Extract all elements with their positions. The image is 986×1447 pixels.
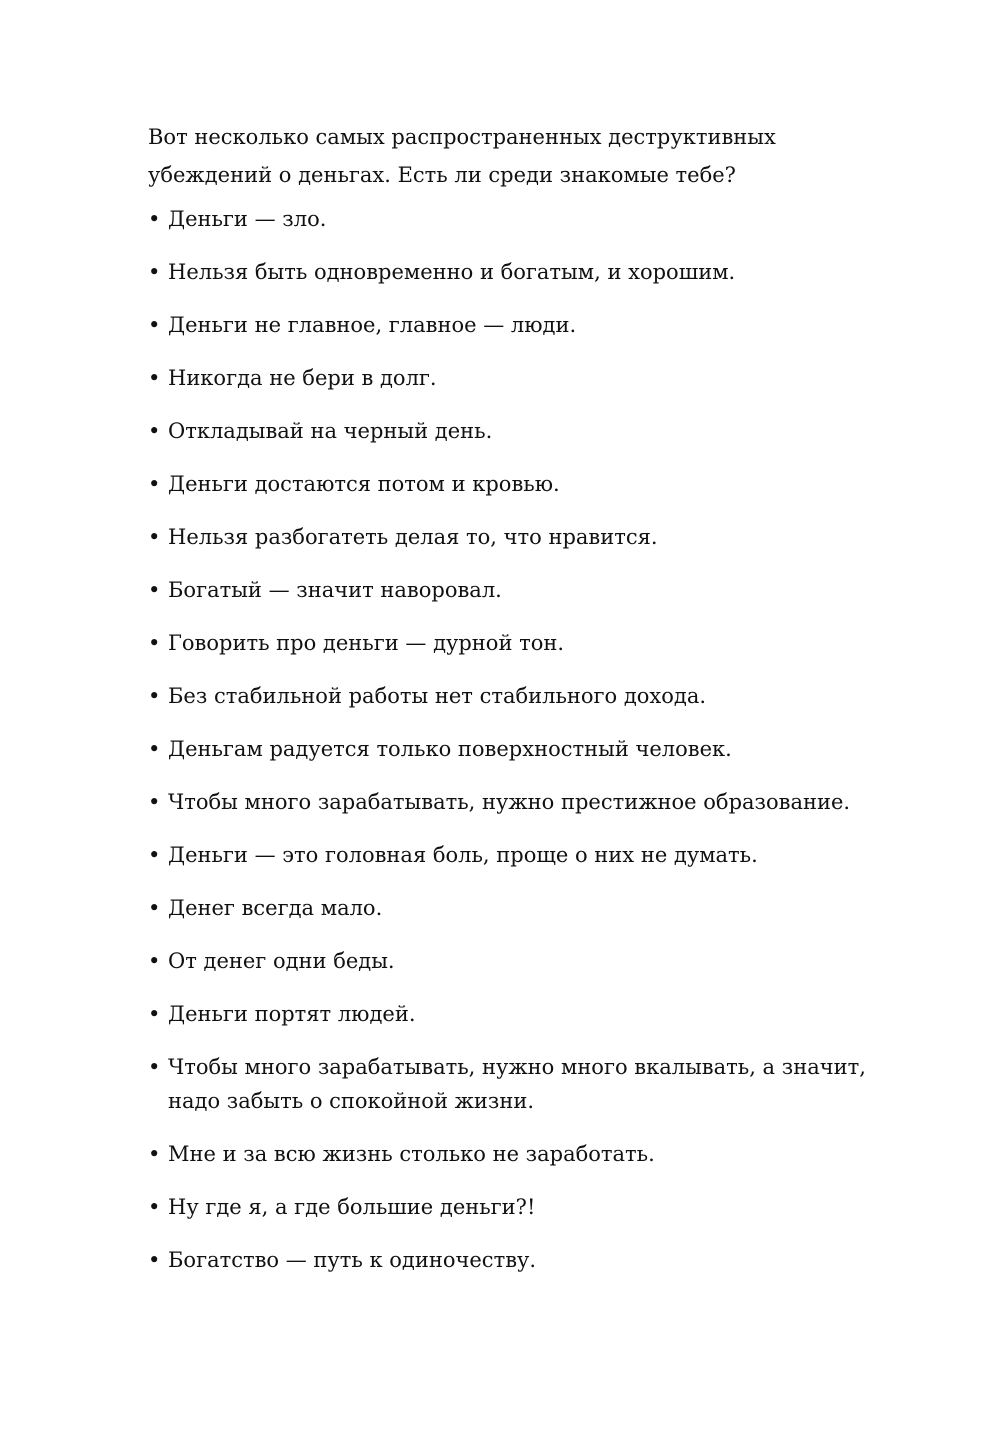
bullet: •	[148, 684, 161, 708]
bullet: •	[148, 260, 161, 284]
belief-text: От денег одни беды.	[168, 949, 395, 973]
intro-paragraph: Вот несколько самых распространенных деструктивных убеждений о деньгах. Есть ли среди знакомые тебе?	[148, 125, 776, 187]
bullet: •	[148, 1142, 161, 1166]
bullet: •	[148, 1248, 161, 1272]
list-item	[148, 1190, 878, 1224]
belief-text: Богатый — значит наворовал.	[168, 578, 502, 602]
bullet: •	[148, 790, 161, 814]
list-item	[148, 467, 878, 501]
bullet: •	[148, 366, 161, 390]
list-item	[148, 414, 878, 448]
belief-text: Деньги достаются потом и кровью.	[168, 472, 560, 496]
list-item	[148, 1050, 878, 1118]
bullet: •	[148, 843, 161, 867]
belief-text: Нельзя разбогатеть делая то, что нравится.	[168, 525, 658, 549]
belief-text: Деньги — это головная боль, проще о них не думать.	[168, 843, 758, 867]
belief-text: Нельзя быть одновременно и богатым, и хорошим.	[168, 260, 736, 284]
bullet: •	[148, 1055, 161, 1079]
list-item	[148, 838, 878, 872]
belief-text: Богатство — путь к одиночеству.	[168, 1248, 537, 1272]
list-item	[148, 785, 878, 819]
bullet: •	[148, 1002, 161, 1026]
belief-text: Денег всегда мало.	[168, 896, 383, 920]
belief-text: Деньгам радуется только поверхностный человек.	[168, 737, 732, 761]
bullet: •	[148, 896, 161, 920]
list-item	[148, 573, 878, 607]
list-item	[148, 1137, 878, 1171]
bullet: •	[148, 578, 161, 602]
bullet: •	[148, 631, 161, 655]
belief-text: Чтобы много зарабатывать, нужно много вкалывать, а значит, надо забыть о спокойной жизни.	[168, 1055, 866, 1113]
list-item	[148, 361, 878, 395]
belief-text: Деньги — зло.	[168, 207, 327, 231]
list-item	[148, 308, 878, 342]
bullet: •	[148, 949, 161, 973]
bullet: •	[148, 207, 161, 231]
list-item	[148, 520, 878, 554]
belief-text: Мне и за всю жизнь столько не заработать.	[168, 1142, 655, 1166]
bullet: •	[148, 1195, 161, 1219]
bullet: •	[148, 313, 161, 337]
belief-text: Говорить про деньги — дурной тон.	[168, 631, 565, 655]
belief-text: Откладывай на черный день.	[168, 419, 493, 443]
bullet: •	[148, 419, 161, 443]
list-item	[148, 732, 878, 766]
bullet: •	[148, 525, 161, 549]
list-item	[148, 944, 878, 978]
list-item	[148, 891, 878, 925]
list-item	[148, 997, 878, 1031]
belief-text: Без стабильной работы нет стабильного дохода.	[168, 684, 707, 708]
list-item	[148, 1243, 878, 1277]
document-page	[148, 118, 878, 1296]
list-item	[148, 202, 878, 236]
belief-text: Никогда не бери в долг.	[168, 366, 437, 390]
bullet: •	[148, 737, 161, 761]
belief-text: Ну где я, а где большие деньги?!	[168, 1195, 536, 1219]
list-item	[148, 255, 878, 289]
list-item	[148, 626, 878, 660]
belief-text: Деньги портят людей.	[168, 1002, 416, 1026]
beliefs-list	[148, 202, 878, 1277]
belief-text: Чтобы много зарабатывать, нужно престижное образование.	[168, 790, 851, 814]
bullet: •	[148, 472, 161, 496]
belief-text: Деньги не главное, главное — люди.	[168, 313, 577, 337]
list-item	[148, 679, 878, 713]
